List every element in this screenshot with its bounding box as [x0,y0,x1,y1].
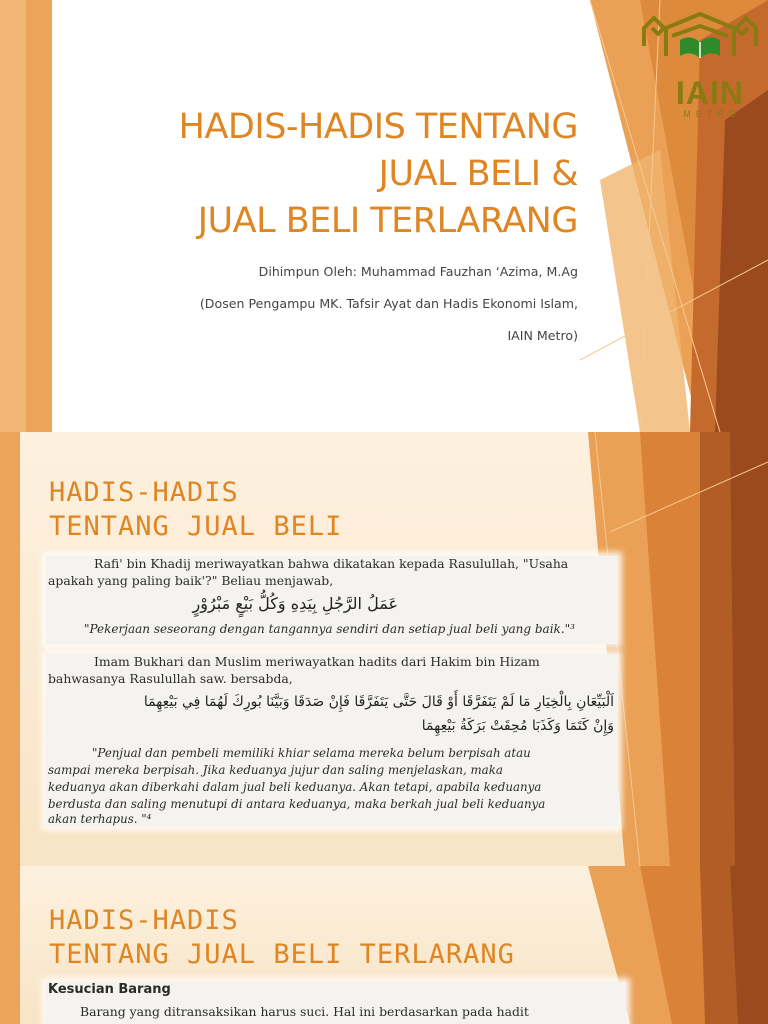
hadith-excerpt-image [46,556,618,644]
arabic-text: عَمَلُ الرَّجُلِ بِيَدِهِ وَكُلُّ بَيْعٍ مَبْرُوْرٍ [192,594,398,613]
excerpt-heading: Kesucian Barang [48,982,171,997]
title-line: JUAL BELI & [378,154,578,194]
excerpt-line: Imam Bukhari dan Muslim meriwayatkan hadits dari Hakim bin Hizam [94,654,540,669]
section-title [49,904,515,972]
title-line: JUAL BELI TERLARANG [197,201,578,241]
translation-line: sampai mereka berpisah. Jika keduanya jujur dan saling menjelaskan, maka [48,763,503,777]
translation-text: "Pekerjaan seseorang dengan tangannya sendiri dan setiap jual beli yang baik."³ [84,622,575,636]
logo-subtext: METRO [683,109,741,119]
iain-metro-logo [636,6,764,126]
title-line: HADIS-HADIS [49,477,239,508]
subtitle-line: Dihimpun Oleh: Muhammad Fauzhan ‘Azima, M.Ag [258,264,578,279]
slide-subtitle [160,256,578,352]
arabic-text: وَإِنْ كَتَمَا وَكَذَبَا مُحِقَتْ بَرَكَةُ بَيْعِهِمَا [421,718,614,734]
slide-title [100,104,578,245]
subtitle-line: IAIN Metro) [507,328,578,343]
excerpt-line: Rafi' bin Khadij meriwayatkan bahwa dikatakan kepada Rasulullah, "Usaha [94,556,569,571]
translation-line: keduanya akan diberkahi dalam jual beli keduanya. Akan tetapi, apabila keduanya [48,780,542,794]
hadith-excerpt-image [46,654,618,826]
content-slide-jual-beli [0,432,768,866]
translation-line: berdusta dan saling menutupi di antara keduanya, maka berkah jual beli keduanya [48,797,546,811]
title-line: HADIS-HADIS TENTANG [178,107,578,147]
excerpt-image [46,982,626,1024]
excerpt-line: Barang yang ditransaksikan harus suci. Hal ini berdasarkan pada hadit [80,1004,529,1019]
section-title [49,476,342,544]
translation-line: akan terhapus. "⁴ [48,812,152,826]
title-line: TENTANG JUAL BELI TERLARANG [49,939,515,970]
excerpt-line: bahwasanya Rasulullah saw. bersabda, [48,671,293,686]
title-line: HADIS-HADIS [49,905,239,936]
arabic-text: اَلْبَيِّعَانِ بِالْخِيَارِ مَا لَمْ يَتَفَرَّقَا أَوْ قَالَ حَتَّى يَتَفَرَّقَا فَإِنْ صَدَقَا وَبَيَّنَا بُورِكَ لَهُمَا فِي بَيْعِهِمَا [143,694,614,710]
subtitle-line: (Dosen Pengampu MK. Tafsir Ayat dan Hadis Ekonomi Islam, [199,296,578,311]
iain-metro-logo-icon [636,6,764,78]
translation-line: "Penjual dan pembeli memiliki khiar selama mereka belum berpisah atau [92,746,531,760]
excerpt-line: apakah yang paling baik'?" Beliau menjawab, [48,573,334,588]
content-slide-jual-beli-terlarang [0,866,768,1024]
title-line: TENTANG JUAL BELI [49,511,343,542]
title-slide [0,0,768,432]
logo-text: IAIN [676,75,744,111]
